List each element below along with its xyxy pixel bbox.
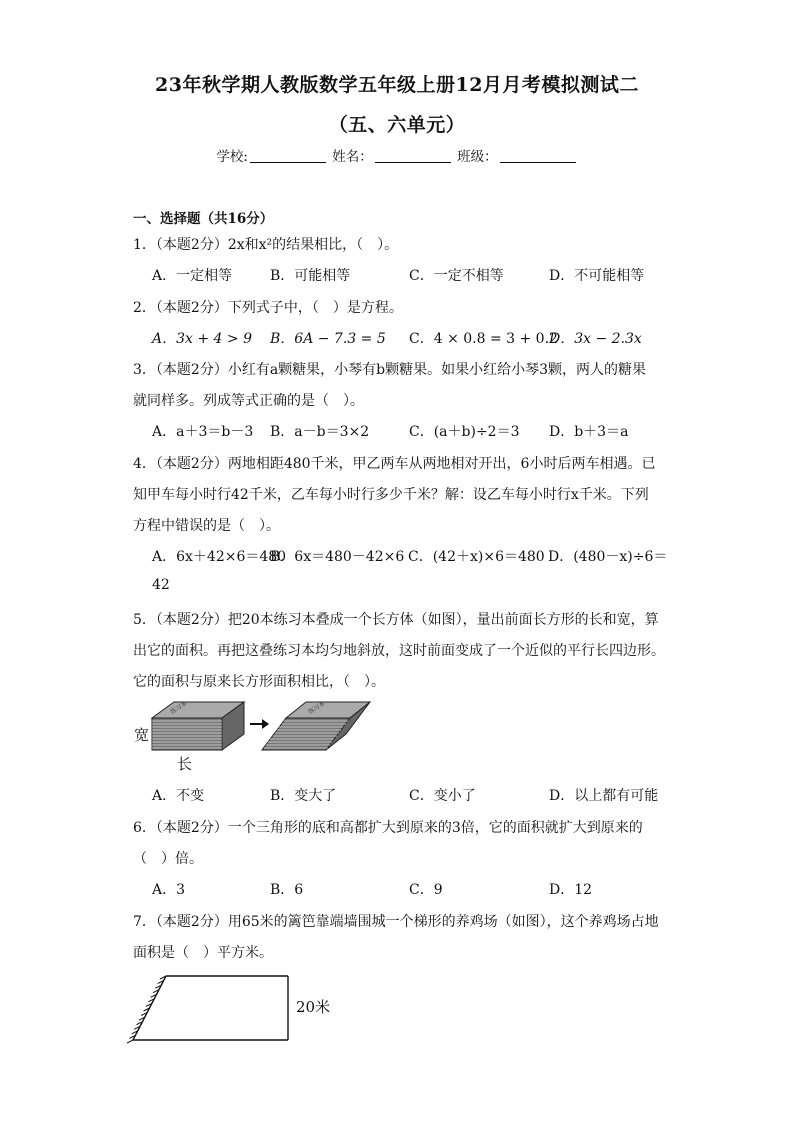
q1-option-c[interactable]: C．一定不相等 bbox=[409, 268, 504, 284]
q6-stem-line2: （ ）倍。 bbox=[133, 851, 203, 867]
q2-options bbox=[152, 328, 792, 348]
q1-options bbox=[152, 265, 792, 285]
section-heading: 一、选择题（共16分） bbox=[133, 211, 274, 227]
q4-option-d-wrap: 42 bbox=[152, 577, 170, 593]
q5-option-c[interactable]: C．变小了 bbox=[409, 788, 476, 804]
q1-option-d[interactable]: D．不可能相等 bbox=[549, 268, 645, 284]
q7-stem-line1: 7．（本题2分）用65米的篱笆靠端墙围城一个梯形的养鸡场（如图），这个养鸡场占地 bbox=[133, 914, 659, 930]
exam-title: 23年秋学期人教版数学五年级上册12月月考模拟测试二 bbox=[155, 74, 639, 96]
q7-height-label: 20米 bbox=[296, 998, 331, 1016]
school-blank[interactable] bbox=[250, 149, 326, 163]
q4-option-c[interactable]: C．(42＋x)×6＝480 bbox=[408, 549, 545, 565]
q6-options bbox=[152, 879, 792, 899]
q5-length-label: 长 bbox=[177, 755, 193, 773]
wall-hatch-mark bbox=[127, 1040, 133, 1043]
q1-option-a[interactable]: A．一定相等 bbox=[152, 268, 233, 284]
q2-option-d[interactable]: D．3x − 2.3x bbox=[549, 331, 642, 347]
q1-option-b[interactable]: B．可能相等 bbox=[270, 268, 351, 284]
q6-option-a[interactable]: A．3 bbox=[152, 882, 186, 898]
q4-stem-line2: 知甲车每小时行42千米，乙车每小时行多少千米？解：设乙车每小时行x千米。下列 bbox=[133, 487, 649, 503]
q6-stem-line1: 6．（本题2分）一个三角形的底和高都扩大到原来的3倍，它的面积就扩大到原来的 bbox=[133, 820, 643, 836]
q4-option-a[interactable]: A．6x＋42×6＝480 bbox=[152, 549, 287, 565]
q6-option-c[interactable]: C．9 bbox=[409, 882, 443, 898]
q1-stem: 1．（本题2分）2x和x²的结果相比，（ ）。 bbox=[133, 237, 399, 253]
q4-options bbox=[152, 546, 792, 566]
exam-subtitle: （五、六单元） bbox=[328, 114, 466, 136]
student-info-row bbox=[0, 145, 794, 165]
name-label: 姓名： bbox=[332, 149, 373, 165]
q4-stem-line3: 方程中错误的是（ ）。 bbox=[133, 518, 280, 534]
q3-option-d[interactable]: D．b＋3＝a bbox=[549, 424, 629, 440]
q4-stem-line1: 4．（本题2分）两地相距480千米，甲乙两车从两地相对开出，6小时后两车相遇。已 bbox=[133, 456, 656, 472]
q3-option-c[interactable]: C．(a＋b)÷2＝3 bbox=[409, 424, 520, 440]
q2-option-a[interactable]: A．3x + 4 > 9 bbox=[152, 331, 252, 347]
q2-option-b[interactable]: B．6A − 7.3 = 5 bbox=[270, 331, 386, 347]
q5-width-label: 宽 bbox=[134, 726, 150, 744]
class-label: 班级： bbox=[457, 149, 498, 165]
q4-option-d[interactable]: D．(480－x)÷6＝ bbox=[548, 549, 668, 565]
q6-option-d[interactable]: D．12 bbox=[549, 882, 593, 898]
q7-stem-line2: 面积是（ ）平方米。 bbox=[133, 945, 273, 961]
q5-option-a[interactable]: A．不变 bbox=[152, 788, 205, 804]
q4-option-b[interactable]: B．6x＝480－42×6 bbox=[270, 549, 405, 565]
q5-stem-line3: 它的面积与原来长方形面积相比，（ ）。 bbox=[133, 674, 385, 690]
class-blank[interactable] bbox=[500, 149, 576, 163]
q2-stem: 2．（本题2分）下列式子中，（ ）是方程。 bbox=[133, 300, 403, 316]
q5-option-b[interactable]: B．变大了 bbox=[270, 788, 337, 804]
q5-book-text-right: 练习本 bbox=[307, 700, 327, 716]
q3-option-b[interactable]: B．a－b＝3×2 bbox=[270, 424, 370, 440]
q3-stem-line1: 3．（本题2分）小红有a颗糖果，小琴有b颗糖果。如果小红给小琴3颗，两人的糖果 bbox=[133, 362, 647, 378]
q7-trapezoid-figure bbox=[128, 968, 298, 1048]
q5-option-d[interactable]: D．以上都有可能 bbox=[549, 788, 659, 804]
q5-stem-line2: 出它的面积。再把这叠练习本均匀地斜放，这时前面变成了一个近似的平行长四边形。 bbox=[133, 643, 665, 659]
q2-option-c[interactable]: C．4 × 0.8 = 3 + 0.2 bbox=[409, 331, 558, 347]
q5-book-stack-figure bbox=[150, 700, 250, 752]
q5-book-text-left: 练习本 bbox=[169, 700, 189, 716]
q5-stem-line1: 5．（本题2分）把20本练习本叠成一个长方体（如图），量出前面长方形的长和宽，算 bbox=[133, 612, 659, 628]
q3-option-a[interactable]: A．a＋3＝b－3 bbox=[152, 424, 254, 440]
q5-slanted-stack-figure bbox=[262, 700, 372, 752]
school-label: 学校: bbox=[216, 149, 248, 165]
name-blank[interactable] bbox=[375, 149, 451, 163]
q3-options bbox=[152, 421, 792, 441]
q3-stem-line2: 就同样多。列成等式正确的是（ ）。 bbox=[133, 393, 364, 409]
q5-options bbox=[152, 785, 792, 805]
q6-option-b[interactable]: B．6 bbox=[270, 882, 304, 898]
